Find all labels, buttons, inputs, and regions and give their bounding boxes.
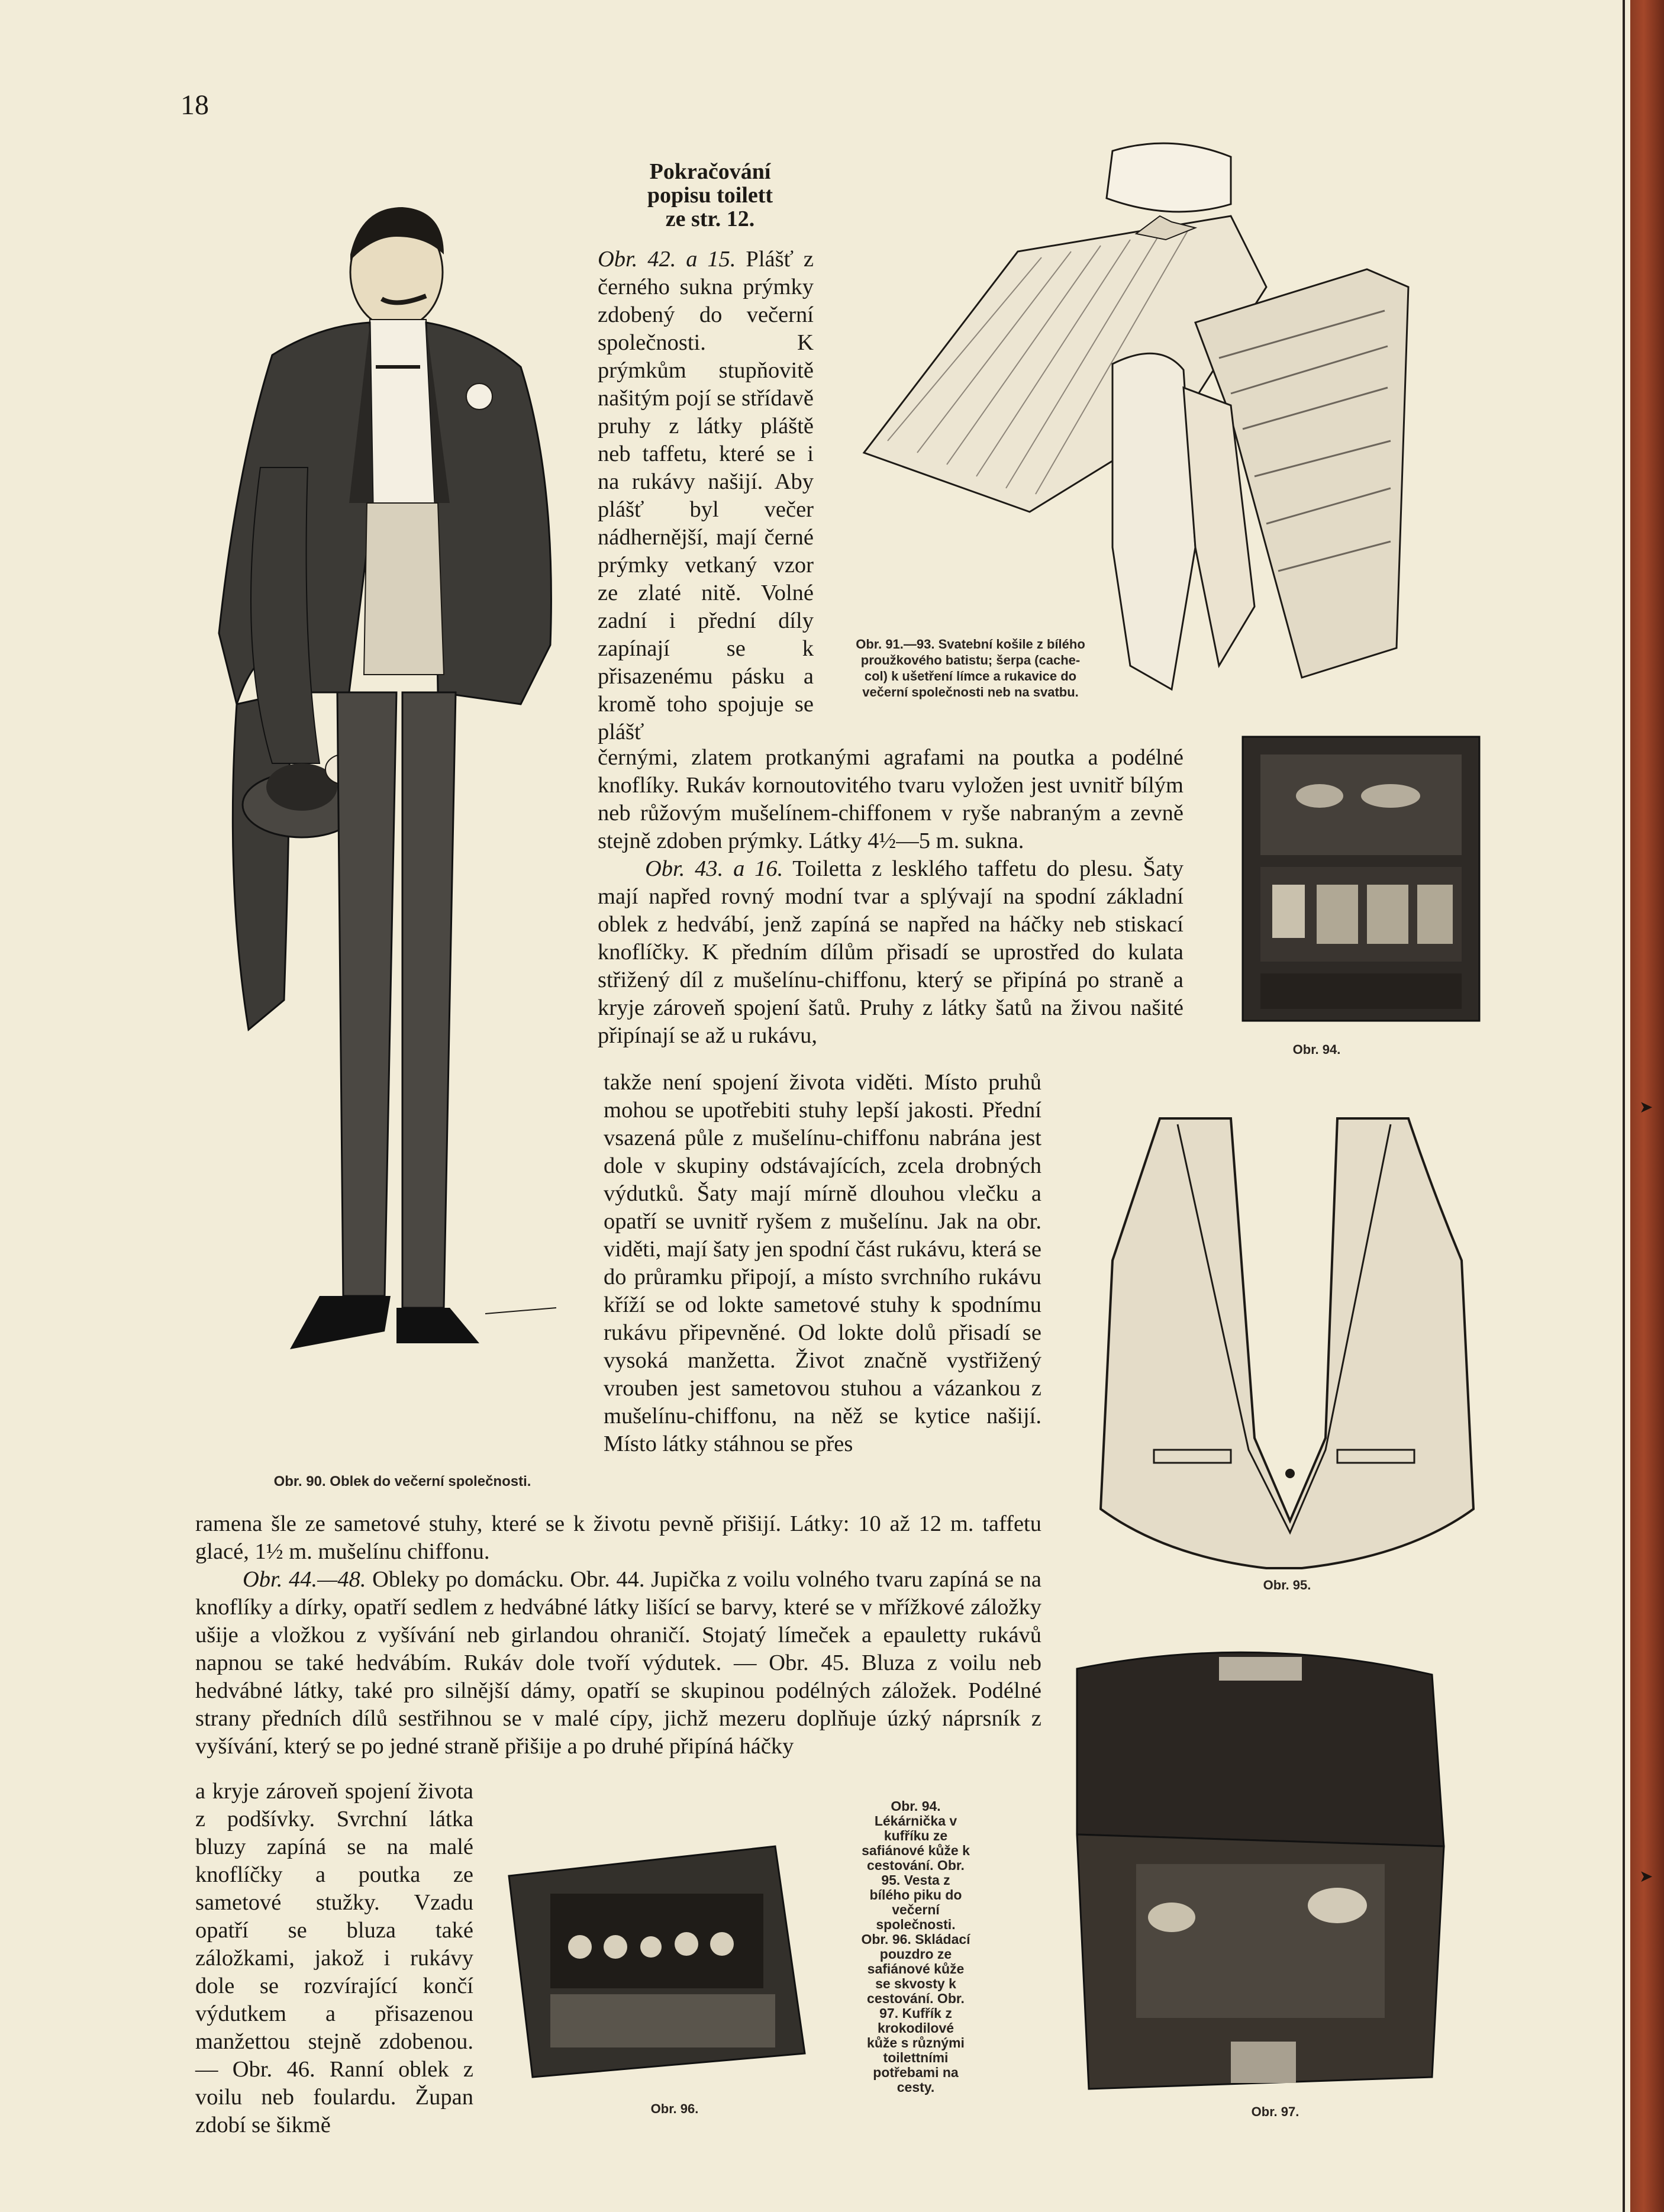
paragraph-text: a kryje zároveň spojení života z podšívky. Svrchní látka bluzy zapíná se na malé knoflíčky a poutka ze sametové stužky. Vzadu opatří se bluza také záložkami, jakož i rukávy dole se rozvírající končí výdutkem a přisazenou manžettou stejně zdobenou. — Obr. 46. Ranní oblek z voilu neb foulardu. Župan zdobí se šikmě <box>195 1779 473 2137</box>
figure-94-travel-case <box>1237 725 1485 1033</box>
figure-reference: Obr. 43. a 16. <box>645 856 783 881</box>
text-column-wide <box>598 744 1183 1050</box>
heading-line: Pokračování <box>649 159 771 184</box>
text-column-narrow <box>598 246 814 746</box>
paragraph-text: černými, zlatem protkanými agrafami na poutka a podélné knoflíky. Rukáv kornoutovitého tvaru vyložen jest uvnitř bílým neb růžovým mušelínem-chiffonem v ryše nabraným a zevně stejně zdoben prýmky. Látky 4½—5 m. sukna. <box>598 745 1183 853</box>
figure-91-93-shirt-scarf-gloves <box>852 133 1444 707</box>
figure-97-crocodile-case <box>1053 1639 1468 2101</box>
figure-96-caption: Obr. 96. <box>650 2101 699 2116</box>
paragraph-text: Obleky po domácku. Obr. 44. Jupička z voilu volného tvaru zapíná se na knoflíky a dírky, opatří sedlem z hedvábné látky lišící se barvy, které se v mřížkové záložky ušije a vložkou z vyšívání neb girlandou ohraničí. Stojatý límeček a epauletty rukávů napnou se také hedvábím. Rukáv dole tvoří výdutek. — Obr. 45. Bluza z voilu neb hedvábné látky, také pro silnější dámy, opatří se skupinou podélných záložek. Podélné strany předních dílů sestřihnou se v malé cípy, jichž mezeru doplňuje úzký náprsník z vyšívání, který se po jedné straně přišije a po druhé připíná háčky <box>195 1567 1041 1759</box>
page-number: 18 <box>180 89 209 121</box>
edge-marker: ➤ <box>1639 1867 1653 1885</box>
figure-95-caption: Obr. 95. <box>1263 1578 1311 1592</box>
paragraph-text: Plášť z černého sukna prýmky zdobený do večerní společnosti. K prýmkům stupňovitě našitým pojí se střídavě pruhy z látky pláště neb taffetu, které se i na rukávy našijí. Aby plášť byl večer nádhernější, mají černé prýmky vetkaný vzor ze zlaté nitě. Volné zadní i přední díly zapínají se k přisazenému pásku a kromě toho spojuje se plášť <box>598 247 814 744</box>
text-column-full <box>195 1510 1041 1760</box>
heading-line: ze str. 12. <box>665 207 755 231</box>
paragraph-text: Toiletta z lesklého taffetu do plesu. Šaty mají napřed rovný modní tvar a splývají na spodní základní oblek z hedvábí, jenž zapíná se napřed na háčky neb stiskací knoflíčky. K předním dílům přisadí se uprostřed do kulata střižený díl z mušelínu-chiffonu, který se připíná po straně a kryje zároveň spojení šatů. Pruhy z látky šatů na živou našité připínají se až u rukávu, <box>598 856 1183 1048</box>
figure-reference: Obr. 44.—48. <box>243 1567 366 1592</box>
figure-reference: Obr. 42. a 15. <box>598 247 736 272</box>
figure-90-evening-suit <box>201 172 580 1450</box>
edge-marker: ➤ <box>1639 1098 1653 1116</box>
figure-96-jewelry-pouch <box>497 1840 817 2089</box>
binding-line <box>1623 0 1625 2212</box>
figure-95-waistcoat <box>1077 1107 1503 1580</box>
text-column-middle <box>604 1069 1041 1458</box>
paragraph-text: takže není spojení života viděti. Místo pruhů mohou se upotřebiti stuhy lepší jakosti. Přední vsazená půle z mušelínu-chiffonu nabrána jest dole v skupiny odstávajících, zcela drobných výdutků. Šaty mají mírně dlouhou vlečku a opatří se uvnitř ryšem z mušelínu. Jak na obr. viděti, mají šaty jen spodní část rukávu, která se do průramku připojí, a místo svrchního rukávu kříží se od lokte sametové stuhy k spodnímu rukávu připevněné. Od lokte dolů přisadí se vysoká manžetta. Život značně vystřižený vrouben jest sametovou stuhou a vázankou z mušelínu-chiffonu, na něž se kytice našijí. Místo látky stáhnou se přes <box>604 1070 1041 1456</box>
figure-94-caption: Obr. 94. <box>1292 1042 1341 1057</box>
heading-line: popisu toilett <box>647 183 773 208</box>
figures-list-caption: Obr. 94. Lékárnička v kufříku ze safiánové kůže k cestování. Obr. 95. Vesta z bílého piku do večerní společnosti. Obr. 96. Skládací pouzdro ze safiánové kůže se skvosty k cestování. Obr. 97. Kufřík z krokodilové kůže s různými toilettními potřebami na cesty. <box>861 1798 970 2095</box>
figure-91-93-caption: Obr. 91.—93. Svatební košile z bílého proužkového batistu; šerpa (cache-col) k ušetření límce a rukavice do večerní společnosti neb na svatbu. <box>856 637 1085 699</box>
figure-90-caption: Obr. 90. Oblek do večerní společnosti. <box>273 1473 531 1489</box>
section-heading <box>598 160 823 231</box>
text-column-bottom <box>195 1778 473 2139</box>
paragraph-text: ramena šle ze sametové stuhy, které se k životu pevně přišijí. Látky: 10 až 12 m. taffetu glacé, 1½ m. mušelínu chiffonu. <box>195 1511 1041 1564</box>
figure-97-caption: Obr. 97. <box>1251 2104 1299 2119</box>
